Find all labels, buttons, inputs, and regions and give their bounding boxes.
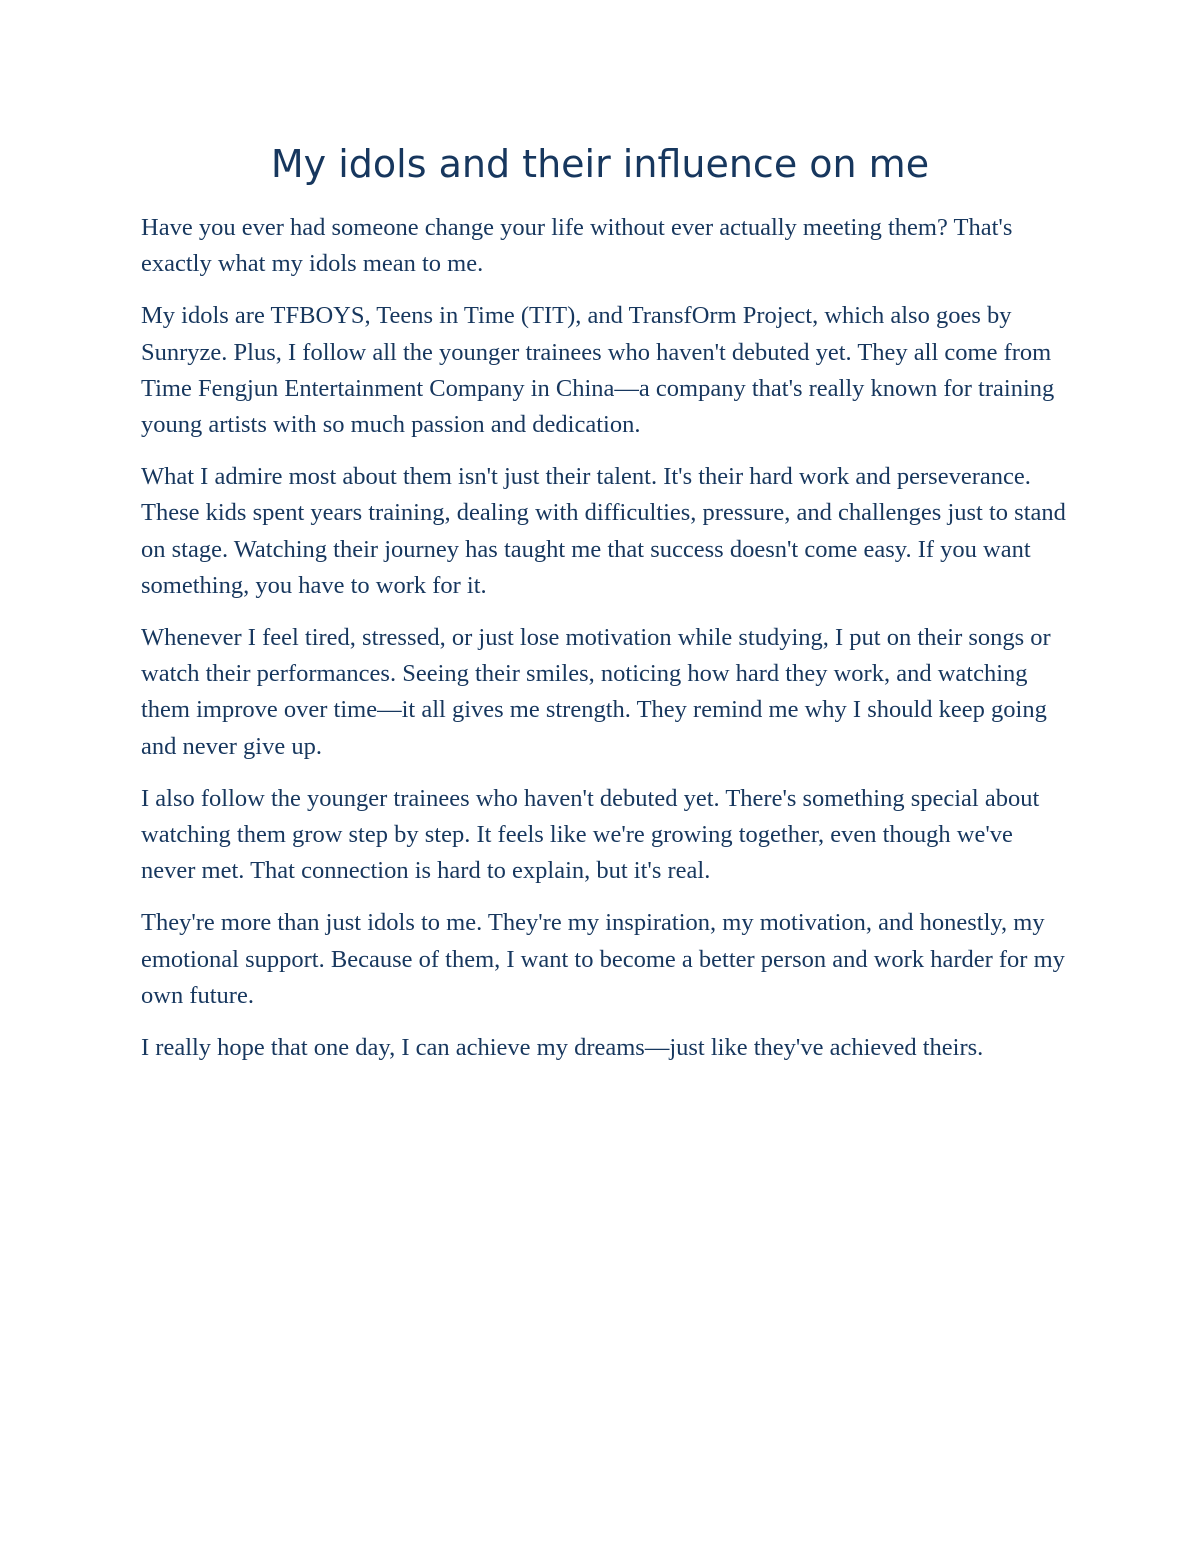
paragraph-dreams: I really hope that one day, I can achieve my dreams—just like they've achieved theirs. xyxy=(141,1034,984,1062)
paragraph-motivation: Whenever I feel tired, stressed, or just lose motivation while studying, I put on their songs or watch their performances. Seeing their smiles, noticing how hard they work, and watching them improve over time—it all gives me strength. They remind me why I should keep going and never give up. xyxy=(141,624,1051,760)
document-title: My idols and their influence on me xyxy=(270,142,930,186)
paragraph-support: They're more than just idols to me. They're my inspiration, my motivation, and honestly, my emotional support. Because of them, I want to become a better person and work harder for my own future. xyxy=(141,909,1065,1009)
paragraph-trainees: I also follow the younger trainees who haven't debuted yet. There's something special about watching them grow step by step. It feels like we're growing together, even though we've never met. That connection is hard to explain, but it's real. xyxy=(141,784,1040,885)
paragraph-intro: Have you ever had someone change your life without ever actually meeting them? That's exactly what my idols mean to me. xyxy=(141,214,1013,278)
document-body xyxy=(141,210,1071,1082)
paragraph-admire: What I admire most about them isn't just their talent. It's their hard work and perseverance. These kids spent years training, dealing with difficulties, pressure, and challenges just to stand on stage. Watching their journey has taught me that success doesn't come easy. If you want something, you have to work for it. xyxy=(141,463,1066,599)
paragraph-idols: My idols are TFBOYS, Teens in Time (TIT), and TransfOrm Project, which also goes by Sunryze. Plus, I follow all the younger trainees who haven't debuted yet. They all come from Time Fengjun Entertainment Company in China—a company that's really known for training young artists with so much passion and dedication. xyxy=(141,302,1055,439)
